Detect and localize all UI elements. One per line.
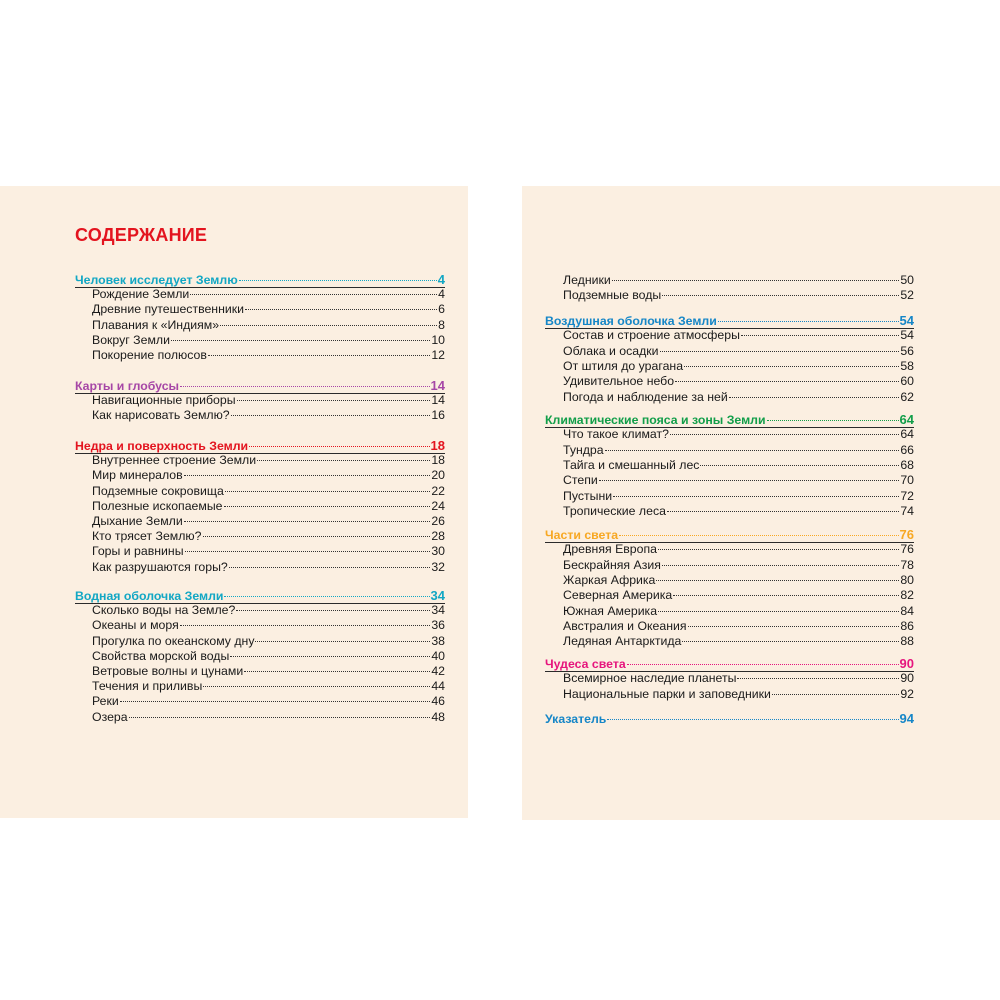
dot-leader (605, 450, 900, 451)
entry-title: Состав и строение атмосферы (563, 328, 740, 343)
dot-leader (675, 381, 899, 382)
toc-entry[interactable] (563, 604, 914, 619)
page-number: 24 (431, 498, 445, 513)
page-number: 18 (431, 453, 445, 468)
dot-leader (231, 415, 431, 416)
dot-leader (257, 460, 430, 461)
entry-title: Подземные сокровища (92, 483, 224, 498)
entry-title: Океаны и моря (92, 618, 179, 633)
dot-leader (682, 641, 899, 642)
page-number: 36 (431, 618, 445, 633)
entry-title: Пустыни (563, 488, 613, 503)
dot-leader (171, 340, 430, 341)
entry-title: Мир минералов (92, 468, 183, 483)
page-number: 14 (431, 393, 445, 408)
entry-title: Древние путешественники (92, 302, 245, 317)
toc-entry[interactable] (563, 542, 914, 557)
toc-entry[interactable] (92, 514, 445, 529)
page-number: 4 (438, 287, 445, 302)
entry-title: Всемирное наследие планеты (563, 671, 737, 686)
page-number: 30 (431, 544, 445, 559)
toc-entry[interactable] (563, 273, 914, 288)
toc-entry[interactable] (92, 544, 445, 559)
toc-entry[interactable] (563, 671, 914, 686)
page-number: 34 (431, 603, 445, 618)
page-number: 8 (438, 317, 445, 332)
entry-title: Погода и наблюдение за ней (563, 389, 728, 404)
page-number: 48 (431, 709, 445, 724)
page-number: 44 (431, 679, 445, 694)
dot-leader (667, 511, 899, 512)
page-number: 58 (900, 358, 914, 373)
section-title: Недра и поверхность Земли (75, 439, 249, 453)
dot-leader (229, 567, 431, 568)
page-number: 72 (900, 488, 914, 503)
entry-title: Бескрайняя Азия (563, 557, 661, 572)
dot-leader (767, 420, 899, 421)
section-title: Части света (545, 528, 619, 542)
entry-title: Полезные ископаемые (92, 498, 223, 513)
page-number: 34 (430, 588, 445, 603)
dot-leader (245, 309, 437, 310)
page-number: 32 (431, 559, 445, 574)
page-number: 54 (899, 313, 914, 328)
entry-title: Как разрушаются горы? (92, 559, 228, 574)
entry-title: Что такое климат? (563, 427, 669, 442)
entry-title: Тайга и смешанный лес (563, 457, 700, 472)
toc-entry[interactable] (92, 453, 445, 468)
dot-leader (662, 295, 899, 296)
dot-leader (607, 719, 898, 720)
page-number: 74 (900, 503, 914, 518)
entry-title: Течения и приливы (92, 679, 203, 694)
toc-entry[interactable] (92, 499, 445, 514)
page-number: 28 (431, 529, 445, 544)
toc-entry[interactable] (92, 408, 445, 423)
page-number: 6 (438, 302, 445, 317)
dot-leader (684, 366, 899, 367)
dot-leader (184, 521, 431, 522)
toc-entry[interactable] (563, 390, 914, 405)
toc-entry[interactable] (92, 560, 445, 575)
toc-entry[interactable] (563, 328, 914, 343)
page-number: 64 (900, 427, 914, 442)
dot-leader (688, 626, 900, 627)
toc-entry[interactable] (563, 427, 914, 442)
page-number: 46 (431, 694, 445, 709)
section-title: Климатические пояса и зоны Земли (545, 413, 766, 427)
page-number: 84 (900, 603, 914, 618)
page-number: 38 (431, 633, 445, 648)
dot-leader (627, 664, 899, 665)
dot-leader (120, 701, 431, 702)
dot-leader (737, 678, 899, 679)
section-title: Карты и глобусы (75, 379, 180, 393)
toc-section-heading[interactable] (75, 272, 445, 287)
toc-section-heading[interactable] (545, 412, 914, 427)
toc-entry[interactable] (92, 333, 445, 348)
entry-title: Дыхание Земли (92, 514, 183, 528)
toc-entry[interactable] (92, 302, 445, 317)
toc-section-heading[interactable] (545, 711, 914, 726)
page-number: 90 (899, 656, 914, 671)
toc-section-heading[interactable] (75, 438, 445, 453)
entry-title: Тропические леса (563, 503, 666, 518)
toc-entry[interactable] (563, 634, 914, 649)
entry-title: Австралия и Океания (563, 618, 687, 633)
entry-title: Свойства морской воды (92, 648, 230, 663)
entry-title: Сколько воды на Земле? (92, 603, 236, 618)
entry-title: Южная Америка (563, 603, 658, 618)
toc-section-heading[interactable] (545, 656, 914, 671)
entry-title: Озера (92, 709, 128, 724)
entry-title: Жаркая Африка (563, 572, 656, 587)
dot-leader (230, 656, 430, 657)
dot-leader (239, 280, 437, 281)
dot-leader (741, 335, 899, 336)
entry-title: Подземные воды (563, 288, 662, 303)
dot-leader (244, 671, 430, 672)
page-number: 70 (900, 473, 914, 488)
dot-leader (729, 397, 900, 398)
page-number: 88 (900, 634, 914, 649)
toc-entry[interactable] (92, 348, 445, 363)
dot-leader (184, 475, 431, 476)
dot-leader (673, 595, 899, 596)
entry-title: Степи (563, 473, 598, 488)
toc-entry[interactable] (92, 287, 445, 302)
page-number: 78 (900, 557, 914, 572)
page-number: 94 (899, 711, 914, 726)
entry-title: Древняя Европа (563, 542, 657, 557)
toc-entry[interactable] (563, 504, 914, 519)
page-number: 10 (431, 332, 445, 347)
entry-title: Ветровые волны и цунами (92, 664, 244, 678)
toc-entry[interactable] (563, 588, 914, 603)
toc-entry[interactable] (92, 393, 445, 408)
dot-leader (255, 641, 430, 642)
entry-title: Плавания к «Индиям» (92, 317, 220, 332)
toc-entry[interactable] (563, 558, 914, 573)
dot-leader (180, 386, 429, 387)
dot-leader (718, 321, 899, 322)
page-number: 4 (437, 272, 445, 287)
page-number: 60 (900, 374, 914, 389)
toc-entry[interactable] (92, 679, 445, 694)
dot-leader (203, 536, 431, 537)
page-number: 68 (900, 457, 914, 472)
entry-title: Как нарисовать Землю? (92, 408, 230, 423)
toc-entry[interactable] (92, 694, 445, 709)
page-number: 18 (430, 438, 445, 453)
toc-entry[interactable] (563, 473, 914, 488)
page-number: 16 (431, 408, 445, 423)
entry-title: Горы и равнины (92, 544, 184, 559)
section-title: Чудеса света (545, 657, 626, 671)
entry-title: Прогулка по океанскому дну (92, 633, 255, 648)
toc-section-heading[interactable] (545, 313, 914, 328)
toc-entry[interactable] (92, 649, 445, 664)
page-number: 50 (900, 273, 914, 287)
section-title: Водная оболочка Земли (75, 589, 224, 603)
dot-leader (129, 717, 431, 718)
page-number: 40 (431, 648, 445, 663)
page-number: 14 (430, 378, 445, 393)
page-number: 42 (431, 664, 445, 678)
page-number: 26 (431, 514, 445, 528)
dot-leader (224, 596, 429, 597)
entry-title: Ледяная Антарктида (563, 634, 682, 649)
dot-leader (220, 325, 437, 326)
toc-entry[interactable] (92, 618, 445, 633)
entry-title: Внутреннее строение Земли (92, 453, 257, 468)
dot-leader (700, 465, 899, 466)
toc-entry[interactable] (563, 573, 914, 588)
page-number: 86 (900, 618, 914, 633)
dot-leader (225, 491, 431, 492)
toc-entry[interactable] (92, 529, 445, 544)
toc-entry[interactable] (563, 458, 914, 473)
section-title: Человек исследует Землю (75, 273, 238, 287)
entry-title: Реки (92, 694, 119, 709)
dot-leader (658, 549, 899, 550)
dot-leader (658, 611, 899, 612)
dot-leader (249, 446, 429, 447)
page-number: 76 (899, 527, 914, 542)
section-title: Указатель (545, 712, 607, 726)
dot-leader (190, 294, 437, 295)
page-number: 64 (899, 412, 914, 427)
page-number: 76 (900, 542, 914, 557)
page-number: 22 (431, 483, 445, 498)
toc-entry[interactable] (92, 468, 445, 483)
entry-title: Ледники (563, 273, 611, 287)
dot-leader (203, 686, 430, 687)
toc-entry[interactable] (563, 489, 914, 504)
page-number: 90 (900, 671, 914, 686)
page-number: 12 (431, 348, 445, 362)
toc-entry[interactable] (92, 710, 445, 725)
toc-section-heading[interactable] (545, 527, 914, 542)
page-number: 66 (900, 442, 914, 457)
page-number: 82 (900, 588, 914, 603)
entry-title: Покорение полюсов (92, 348, 207, 362)
dot-leader (772, 694, 899, 695)
dot-leader (237, 400, 431, 401)
page-number: 52 (900, 288, 914, 303)
section-title: Воздушная оболочка Земли (545, 314, 717, 328)
toc-section-heading[interactable] (75, 588, 445, 603)
dot-leader (224, 506, 431, 507)
entry-title: Удивительное небо (563, 374, 675, 389)
entry-title: Северная Америка (563, 588, 673, 603)
toc-entry[interactable] (563, 359, 914, 374)
entry-title: Навигационные приборы (92, 393, 236, 408)
page-number: 20 (431, 468, 445, 483)
dot-leader (660, 351, 900, 352)
entry-title: От штиля до урагана (563, 358, 684, 373)
entry-title: Вокруг Земли (92, 332, 170, 347)
page-number: 80 (900, 572, 914, 587)
toc-entry[interactable] (92, 603, 445, 618)
toc-entry[interactable] (92, 634, 445, 649)
toc-entry[interactable] (92, 664, 445, 679)
page-number: 62 (900, 389, 914, 404)
toc-title: СОДЕРЖАНИЕ (75, 225, 208, 245)
toc-entry[interactable] (563, 443, 914, 458)
dot-leader (656, 580, 899, 581)
dot-leader (236, 610, 430, 611)
dot-leader (185, 551, 431, 552)
toc-entry[interactable] (92, 484, 445, 499)
entry-title: Облака и осадки (563, 343, 659, 358)
entry-title: Кто трясет Землю? (92, 529, 202, 544)
page-number: 56 (900, 343, 914, 358)
entry-title: Рождение Земли (92, 287, 190, 302)
dot-leader (619, 535, 898, 536)
dot-leader (613, 496, 899, 497)
toc-entry[interactable] (563, 344, 914, 359)
dot-leader (670, 434, 899, 435)
dot-leader (612, 280, 900, 281)
toc-entry[interactable] (563, 687, 914, 702)
page-number: 92 (900, 686, 914, 701)
page-number: 54 (900, 328, 914, 343)
toc-entry[interactable] (563, 374, 914, 389)
toc-entry[interactable] (563, 288, 914, 303)
entry-title: Тундра (563, 442, 604, 457)
dot-leader (662, 565, 899, 566)
toc-section-heading[interactable] (75, 378, 445, 393)
dot-leader (208, 355, 430, 356)
toc-entry[interactable] (92, 318, 445, 333)
dot-leader (599, 480, 900, 481)
dot-leader (180, 625, 431, 626)
toc-entry[interactable] (563, 619, 914, 634)
entry-title: Национальные парки и заповедники (563, 686, 771, 701)
